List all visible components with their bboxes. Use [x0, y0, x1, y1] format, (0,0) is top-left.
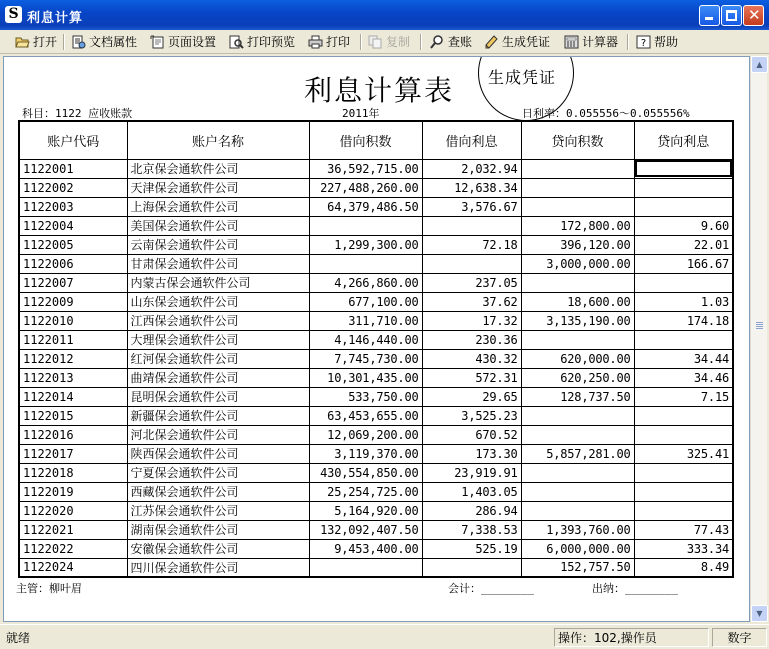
- title-bar: [0, 0, 769, 30]
- cell-debit-interest[interactable]: 2,032.94: [422, 159, 521, 178]
- vertical-scrollbar[interactable]: [750, 56, 767, 622]
- cell-account-name[interactable]: 昆明保会通软件公司: [127, 387, 309, 406]
- doc-props-label: 文档属性: [89, 35, 138, 49]
- cell-debit-product[interactable]: 3,119,370.00: [309, 444, 422, 463]
- cell-account-name[interactable]: 四川保会通软件公司: [127, 558, 309, 577]
- cell-credit-interest[interactable]: [634, 406, 733, 425]
- cell-credit-product[interactable]: [521, 482, 634, 501]
- cell-credit-product[interactable]: [521, 197, 634, 216]
- cell-credit-interest[interactable]: 34.44: [634, 349, 733, 368]
- cell-account-name[interactable]: 美国保会通软件公司: [127, 216, 309, 235]
- cell-credit-interest[interactable]: [634, 178, 733, 197]
- cell-account-code[interactable]: 1122014: [19, 387, 127, 406]
- maximize-button[interactable]: [721, 5, 742, 26]
- table-row[interactable]: [19, 254, 733, 273]
- cell-credit-product[interactable]: 620,000.00: [521, 349, 634, 368]
- cell-credit-interest[interactable]: [634, 463, 733, 482]
- cell-debit-interest[interactable]: 12,638.34: [422, 178, 521, 197]
- cell-debit-interest[interactable]: 29.65: [422, 387, 521, 406]
- cell-account-name[interactable]: 红河保会通软件公司: [127, 349, 309, 368]
- cell-credit-product[interactable]: [521, 159, 634, 178]
- cell-account-code[interactable]: 1122016: [19, 425, 127, 444]
- cell-account-code[interactable]: 1122011: [19, 330, 127, 349]
- cell-credit-product[interactable]: 18,600.00: [521, 292, 634, 311]
- cell-account-code[interactable]: 1122006: [19, 254, 127, 273]
- col-header-account-code: 账户代码: [19, 121, 127, 159]
- table-body: [19, 159, 733, 577]
- copy-icon: [368, 35, 383, 49]
- cell-credit-interest[interactable]: [634, 273, 733, 292]
- cell-account-name[interactable]: 云南保会通软件公司: [127, 235, 309, 254]
- table-row[interactable]: [19, 463, 733, 482]
- toolbar-separator: [627, 34, 629, 50]
- cell-debit-product[interactable]: 25,254,725.00: [309, 482, 422, 501]
- cell-account-name[interactable]: 内蒙古保会通软件公司: [127, 273, 309, 292]
- cell-credit-interest[interactable]: 22.01: [634, 235, 733, 254]
- cell-credit-product[interactable]: 3,000,000.00: [521, 254, 634, 273]
- cell-account-code[interactable]: 1122019: [19, 482, 127, 501]
- cell-credit-interest[interactable]: 34.46: [634, 368, 733, 387]
- voucher-label: 生成凭证: [502, 35, 551, 49]
- cell-account-name[interactable]: 江西保会通软件公司: [127, 311, 309, 330]
- cell-account-code[interactable]: 1122021: [19, 520, 127, 539]
- app-icon[interactable]: S: [5, 6, 22, 23]
- cell-debit-interest[interactable]: 286.94: [422, 501, 521, 520]
- cell-debit-interest[interactable]: 17.32: [422, 311, 521, 330]
- cell-credit-interest[interactable]: 174.18: [634, 311, 733, 330]
- cell-account-name[interactable]: 甘肃保会通软件公司: [127, 254, 309, 273]
- cell-account-name[interactable]: 上海保会通软件公司: [127, 197, 309, 216]
- table-row[interactable]: [19, 520, 733, 539]
- print-preview-label: 打印预览: [247, 35, 296, 49]
- cell-debit-interest[interactable]: [422, 558, 521, 577]
- minimize-button[interactable]: [699, 5, 720, 26]
- cell-debit-interest[interactable]: 3,525.23: [422, 406, 521, 425]
- open-button[interactable]: [14, 32, 57, 52]
- cell-credit-interest[interactable]: 325.41: [634, 444, 733, 463]
- table-row[interactable]: [19, 235, 733, 254]
- cell-debit-interest[interactable]: [422, 216, 521, 235]
- cell-credit-product[interactable]: 128,737.50: [521, 387, 634, 406]
- toolbar-separator: [420, 34, 422, 50]
- cell-debit-product[interactable]: 63,453,655.00: [309, 406, 422, 425]
- table-row[interactable]: [19, 330, 733, 349]
- cell-debit-product[interactable]: 9,453,400.00: [309, 539, 422, 558]
- subject-label: 科目：1122 应收账款: [22, 107, 133, 120]
- cashier-label: 出纳：________: [592, 582, 678, 595]
- toolbar-separator: [360, 34, 362, 50]
- cell-debit-interest[interactable]: 72.18: [422, 235, 521, 254]
- page-setup-label: 页面设置: [168, 35, 217, 49]
- table-row[interactable]: [19, 273, 733, 292]
- print-label: 打印: [326, 35, 351, 49]
- cell-credit-interest[interactable]: 7.15: [634, 387, 733, 406]
- daily-rate-label: 日利率：0.055556～0.055556%: [522, 107, 690, 120]
- cell-debit-product[interactable]: [309, 558, 422, 577]
- cell-credit-product[interactable]: 152,757.50: [521, 558, 634, 577]
- cell-debit-interest[interactable]: 430.32: [422, 349, 521, 368]
- cell-account-code[interactable]: 1122004: [19, 216, 127, 235]
- cell-account-code[interactable]: 1122020: [19, 501, 127, 520]
- table-row[interactable]: [19, 197, 733, 216]
- cell-credit-interest[interactable]: [634, 159, 733, 178]
- cell-debit-product[interactable]: 36,592,715.00: [309, 159, 422, 178]
- cell-account-name[interactable]: 大理保会通软件公司: [127, 330, 309, 349]
- cell-account-name[interactable]: 宁夏保会通软件公司: [127, 463, 309, 482]
- table-row[interactable]: [19, 558, 733, 577]
- year-label: 2011年: [342, 107, 380, 120]
- cell-account-name[interactable]: 河北保会通软件公司: [127, 425, 309, 444]
- cell-account-name[interactable]: 陕西保会通软件公司: [127, 444, 309, 463]
- printer-icon: [308, 35, 323, 49]
- cell-debit-product[interactable]: 1,299,300.00: [309, 235, 422, 254]
- cell-credit-interest[interactable]: 8.49: [634, 558, 733, 577]
- cell-credit-product[interactable]: 1,393,760.00: [521, 520, 634, 539]
- cell-credit-interest[interactable]: 9.60: [634, 216, 733, 235]
- cell-account-name[interactable]: 新疆保会通软件公司: [127, 406, 309, 425]
- cell-account-name[interactable]: 湖南保会通软件公司: [127, 520, 309, 539]
- cell-credit-product[interactable]: 172,800.00: [521, 216, 634, 235]
- cell-account-name[interactable]: 江苏保会通软件公司: [127, 501, 309, 520]
- cell-account-code[interactable]: 1122001: [19, 159, 127, 178]
- table-row[interactable]: [19, 216, 733, 235]
- cell-credit-interest[interactable]: [634, 330, 733, 349]
- cell-debit-interest[interactable]: 230.36: [422, 330, 521, 349]
- help-label: 帮助: [654, 35, 679, 49]
- print-preview-icon: [229, 35, 244, 49]
- cell-debit-product[interactable]: 12,069,200.00: [309, 425, 422, 444]
- table-row[interactable]: [19, 292, 733, 311]
- cell-credit-interest[interactable]: 77.43: [634, 520, 733, 539]
- open-label: 打开: [33, 35, 58, 49]
- audit-label: 查账: [448, 35, 473, 49]
- cell-credit-interest[interactable]: [634, 482, 733, 501]
- supervisor-label: 主管：柳叶眉: [16, 582, 82, 595]
- cell-debit-product[interactable]: [309, 254, 422, 273]
- cell-debit-product[interactable]: 533,750.00: [309, 387, 422, 406]
- cell-debit-interest[interactable]: 572.31: [422, 368, 521, 387]
- cell-debit-product[interactable]: 430,554,850.00: [309, 463, 422, 482]
- toolbar-separator: [63, 34, 65, 50]
- cell-debit-product[interactable]: [309, 216, 422, 235]
- col-header-debit-interest: 借向利息: [422, 121, 521, 159]
- table-row[interactable]: [19, 159, 733, 178]
- cell-account-name[interactable]: 曲靖保会通软件公司: [127, 368, 309, 387]
- cell-account-code[interactable]: 1122017: [19, 444, 127, 463]
- cell-credit-interest[interactable]: [634, 501, 733, 520]
- cell-debit-product[interactable]: 4,146,440.00: [309, 330, 422, 349]
- cell-account-code[interactable]: 1122013: [19, 368, 127, 387]
- cell-debit-product[interactable]: 227,488,260.00: [309, 178, 422, 197]
- help-button[interactable]: [635, 32, 678, 52]
- cell-credit-interest[interactable]: [634, 197, 733, 216]
- cell-account-code[interactable]: 1122009: [19, 292, 127, 311]
- cell-account-name[interactable]: 安徽保会通软件公司: [127, 539, 309, 558]
- cell-credit-product[interactable]: 396,120.00: [521, 235, 634, 254]
- status-operator: 操作：102,操作员: [554, 628, 709, 647]
- cell-credit-interest[interactable]: [634, 425, 733, 444]
- maximize-icon: [726, 10, 737, 21]
- cell-credit-product[interactable]: 5,857,281.00: [521, 444, 634, 463]
- search-icon: [430, 35, 445, 49]
- scroll-up-button[interactable]: ▲: [751, 56, 768, 73]
- cell-account-code[interactable]: 1122003: [19, 197, 127, 216]
- cell-debit-product[interactable]: 64,379,486.50: [309, 197, 422, 216]
- close-button[interactable]: [743, 5, 764, 26]
- cell-account-code[interactable]: 1122018: [19, 463, 127, 482]
- cell-debit-interest[interactable]: 7,338.53: [422, 520, 521, 539]
- cell-credit-product[interactable]: [521, 463, 634, 482]
- cell-credit-interest[interactable]: 333.34: [634, 539, 733, 558]
- close-icon: ✕: [748, 6, 761, 24]
- table-row[interactable]: [19, 425, 733, 444]
- col-header-credit-interest: 贷向利息: [634, 121, 733, 159]
- cell-debit-product[interactable]: 10,301,435.00: [309, 368, 422, 387]
- report-title: 利息计算表: [304, 74, 455, 107]
- cell-debit-product[interactable]: 677,100.00: [309, 292, 422, 311]
- cell-debit-product[interactable]: 311,710.00: [309, 311, 422, 330]
- cell-account-name[interactable]: 天津保会通软件公司: [127, 178, 309, 197]
- cell-account-name[interactable]: 北京保会通软件公司: [127, 159, 309, 178]
- cell-debit-product[interactable]: 4,266,860.00: [309, 273, 422, 292]
- open-folder-icon: [15, 35, 30, 49]
- cell-debit-interest[interactable]: 237.05: [422, 273, 521, 292]
- toolbar: [0, 30, 769, 54]
- cell-debit-product[interactable]: 132,092,407.50: [309, 520, 422, 539]
- cell-credit-product[interactable]: [521, 330, 634, 349]
- cell-account-name[interactable]: 西藏保会通软件公司: [127, 482, 309, 501]
- voucher-stamp-label[interactable]: 生成凭证: [488, 68, 557, 87]
- table-row[interactable]: [19, 444, 733, 463]
- header-row: [19, 121, 733, 159]
- table-row[interactable]: [19, 178, 733, 197]
- cell-debit-interest[interactable]: 37.62: [422, 292, 521, 311]
- cell-account-code[interactable]: 1122024: [19, 558, 127, 577]
- page-setup-button[interactable]: [149, 32, 216, 52]
- cell-account-code[interactable]: 1122007: [19, 273, 127, 292]
- cell-account-code[interactable]: 1122002: [19, 178, 127, 197]
- page-setup-icon: [150, 35, 165, 49]
- cell-debit-interest[interactable]: 173.30: [422, 444, 521, 463]
- col-header-credit-product: 贷向积数: [521, 121, 634, 159]
- cell-credit-product[interactable]: [521, 273, 634, 292]
- status-ready: 就绪: [6, 631, 31, 645]
- cell-credit-product[interactable]: [521, 406, 634, 425]
- cell-account-code[interactable]: 1122010: [19, 311, 127, 330]
- table-row[interactable]: [19, 368, 733, 387]
- accountant-label: 会计：________: [448, 582, 534, 595]
- cell-account-code[interactable]: 1122005: [19, 235, 127, 254]
- pen-icon: [484, 35, 499, 49]
- cell-debit-interest[interactable]: 670.52: [422, 425, 521, 444]
- copy-label: 复制: [386, 35, 411, 49]
- report-document[interactable]: [3, 56, 750, 622]
- table-row[interactable]: [19, 406, 733, 425]
- table-row[interactable]: [19, 539, 733, 558]
- cell-debit-product[interactable]: 7,745,730.00: [309, 349, 422, 368]
- cell-account-name[interactable]: 山东保会通软件公司: [127, 292, 309, 311]
- cell-debit-interest[interactable]: 525.19: [422, 539, 521, 558]
- interest-table: [18, 120, 734, 578]
- cell-account-code[interactable]: 1122022: [19, 539, 127, 558]
- status-mode: 数字: [712, 628, 767, 647]
- svg-text:?: ?: [640, 38, 647, 49]
- cell-credit-interest[interactable]: 166.67: [634, 254, 733, 273]
- copy-button[interactable]: [367, 32, 410, 52]
- cell-debit-interest[interactable]: 1,403.05: [422, 482, 521, 501]
- table-row[interactable]: [19, 501, 733, 520]
- calculator-button[interactable]: [563, 32, 618, 52]
- scroll-grip[interactable]: [756, 322, 763, 330]
- cell-account-code[interactable]: 1122012: [19, 349, 127, 368]
- cell-credit-product[interactable]: [521, 178, 634, 197]
- cell-debit-interest[interactable]: 3,576.67: [422, 197, 521, 216]
- audit-button[interactable]: [429, 32, 472, 52]
- calculator-label: 计算器: [582, 35, 619, 49]
- cell-debit-product[interactable]: 5,164,920.00: [309, 501, 422, 520]
- minimize-icon: [705, 17, 713, 20]
- calculator-icon: [564, 35, 579, 49]
- cell-debit-interest[interactable]: [422, 254, 521, 273]
- col-header-debit-product: 借向积数: [309, 121, 422, 159]
- document-properties-icon: [71, 35, 86, 49]
- cell-credit-product[interactable]: 3,135,190.00: [521, 311, 634, 330]
- doc-props-button[interactable]: [70, 32, 137, 52]
- cell-credit-product[interactable]: 6,000,000.00: [521, 539, 634, 558]
- generate-voucher-button[interactable]: [483, 32, 550, 52]
- help-icon: [636, 35, 651, 49]
- print-preview-button[interactable]: [228, 32, 295, 52]
- table-row[interactable]: [19, 349, 733, 368]
- cell-credit-product[interactable]: [521, 501, 634, 520]
- cell-credit-product[interactable]: 620,250.00: [521, 368, 634, 387]
- table-row[interactable]: [19, 387, 733, 406]
- print-button[interactable]: [307, 32, 350, 52]
- table-row[interactable]: [19, 482, 733, 501]
- scroll-down-button[interactable]: ▼: [751, 605, 768, 622]
- cell-account-code[interactable]: 1122015: [19, 406, 127, 425]
- col-header-account-name: 账户名称: [127, 121, 309, 159]
- table-row[interactable]: [19, 311, 733, 330]
- cell-credit-product[interactable]: [521, 425, 634, 444]
- window-title: 利息计算: [27, 11, 84, 26]
- cell-debit-interest[interactable]: 23,919.91: [422, 463, 521, 482]
- cell-credit-interest[interactable]: 1.03: [634, 292, 733, 311]
- status-bar: [0, 624, 769, 649]
